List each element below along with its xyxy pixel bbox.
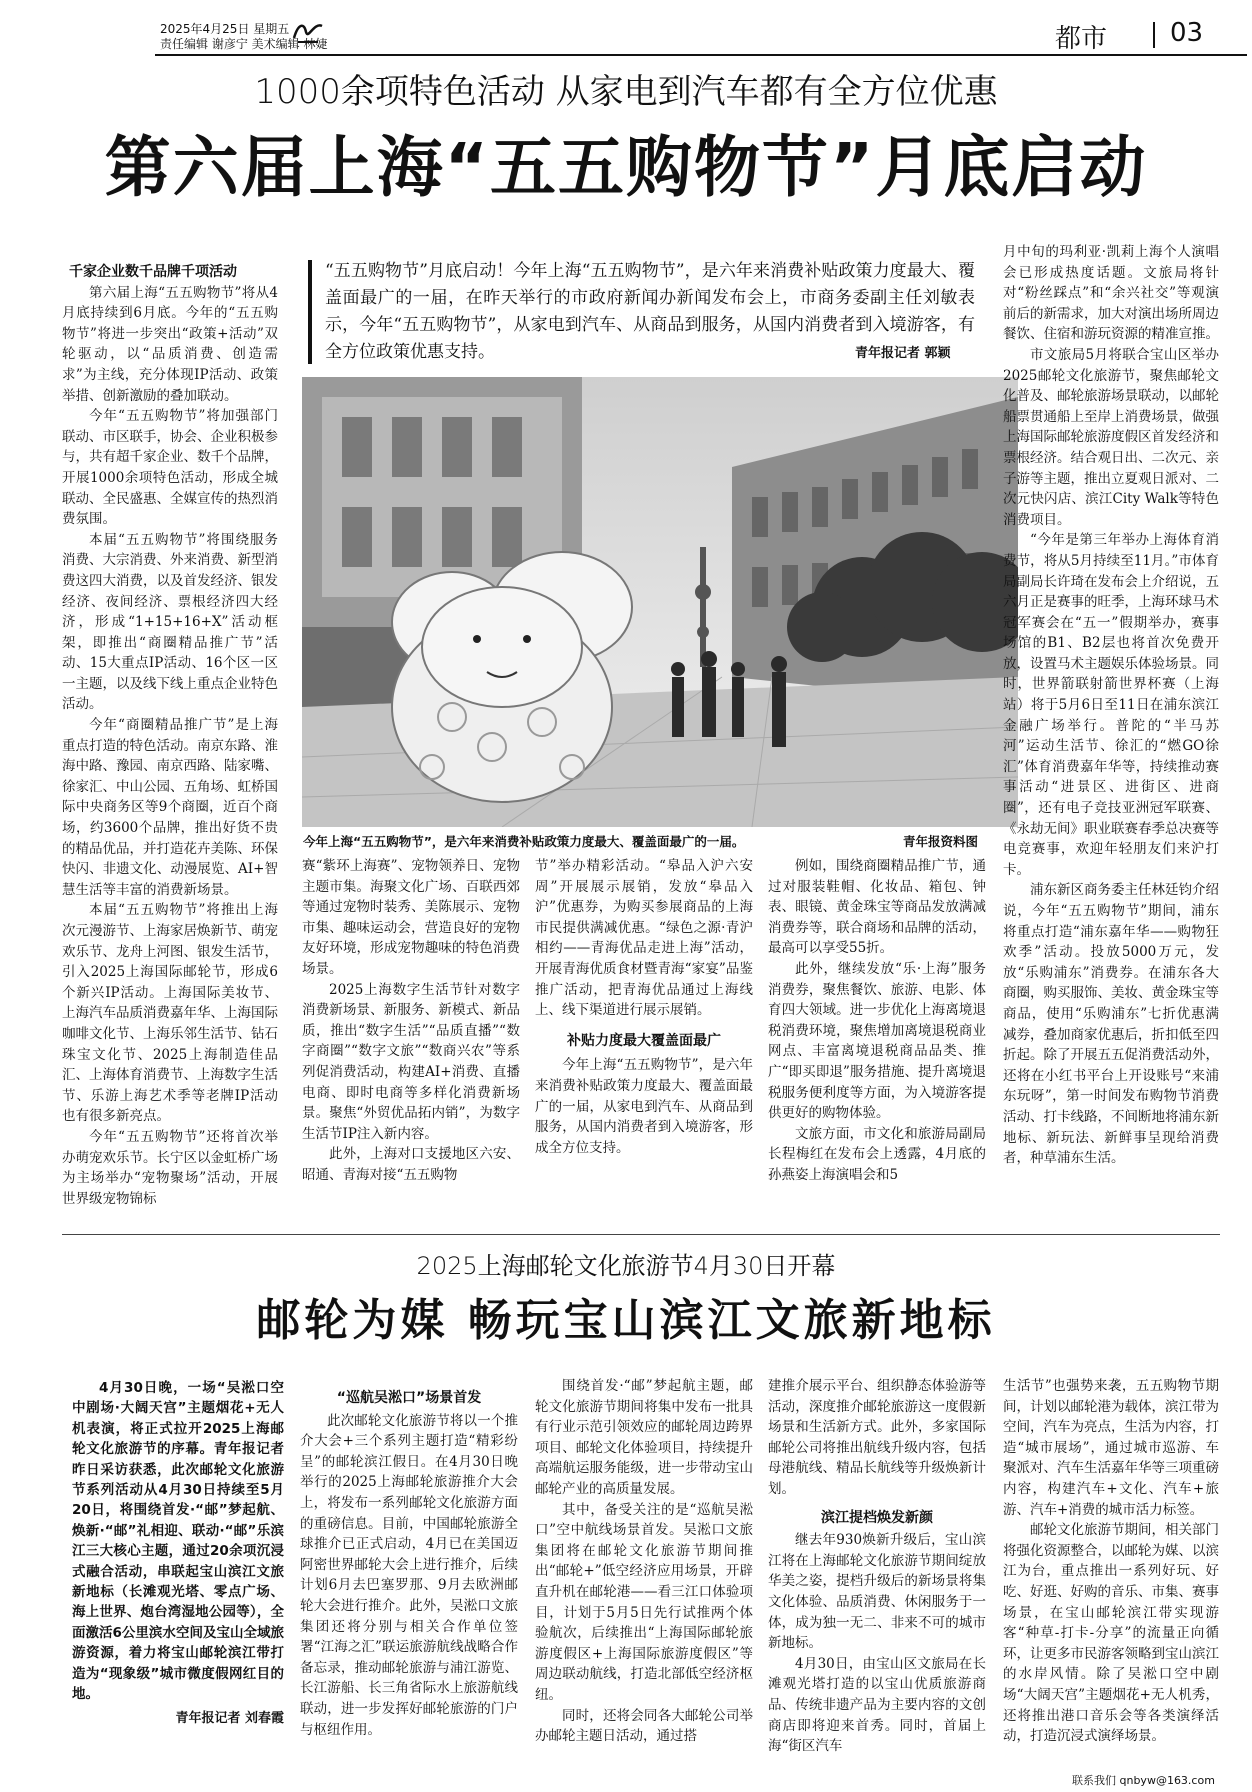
story2-column-2	[300, 1388, 518, 1740]
story1-lead: “五五购物节”月底启动！今年上海“五五购物节”，是六年来消费补贴政策力度最大、覆盖面最广的一届，在昨天举行的市政府新闻办新闻发布会上，市商务委副主任刘敏表示，今年“五五购物节”，从家电到汽车、从商品到服务，从国内消费者到入境游客，有全方位政策优惠支持。	[325, 261, 975, 362]
paragraph: 继去年930焕新升级后，宝山滨江将在上海邮轮文化旅游节期间绽放华美之姿，提档升级后的新场景将集文化体验、品质消费、休闲服务于一体，成为独一无二、非来不可的城市新地标。	[768, 1532, 986, 1652]
issue-date: 2025年4月25日 星期五	[160, 22, 290, 36]
story2-column-5	[1003, 1376, 1219, 1747]
story1-column-2	[302, 856, 520, 1186]
footer-contact: 联系我们 qnbyw@163.com	[1072, 1774, 1215, 1787]
paragraph: 例如，围绕商圈精品推广节，通过对服装鞋帽、化妆品、箱包、钟表、眼镜、黄金珠宝等商品发放满减消费券等，联合商场和品牌的活动，最高可以享受55折。	[768, 858, 986, 957]
paragraph: 本届“五五购物节”将推出上海次元漫游节、上海家居焕新节、萌宠欢乐节、龙舟上河图、银发生活节，引入2025上海国际邮轮节，形成6个新兴IP活动。上海国际美妆节、上海汽车品质消费嘉年华、上海国际咖啡文化节、上海乐邻生活节、钻石珠宝文化节、2025上海制造佳品汇、上海体育消费节、上海数字生活节、乐游上海艺术季等老牌IP活动也有很多新亮点。	[62, 902, 278, 1125]
story1-column-4	[768, 856, 986, 1186]
paragraph: 今年“五五购物节”将加强部门联动、市区联手，协会、企业积极参与，共有超千家企业、数千个品牌，开展1000余项特色活动，形成全城联动、全民盛惠、全媒宣传的热烈消费氛围。	[62, 408, 278, 528]
paragraph: 文旅方面，市文化和旅游局副局长程梅红在发布会上透露，4月底的孙燕姿上海演唱会和5	[768, 1125, 986, 1183]
story2-col4-heading: 滨江提档焕发新颜	[821, 1509, 933, 1526]
story1-column-1	[62, 262, 278, 1209]
section-name: 都市	[1055, 24, 1108, 54]
story2-column-3	[535, 1376, 753, 1747]
paragraph: 2025上海数字生活节针对数字消费新场景、新服务、新模式、新品质，推出“数字生活”“品质直播”“数字商圈”“数字文旅”“数商兴农”等系列促消费活动，构建AI+消费、直播电商、即时电商等多样化消费新场景。聚焦“外贸优品拓内销”，为数字生活节IP注入新内容。	[302, 981, 520, 1142]
paragraph: 邮轮文化旅游节期间，相关部门将强化资源整合，以邮轮为媒、以滨江为台，重点推出一系列好玩、好吃、好逛、好购的音乐、市集、赛事场景，在宝山邮轮滨江带实现游客“种草-打卡-分享”的流量正向循环，让更多市民游客领略到宝山滨江的水岸风情。除了吴淞口空中剧场“大阔天宫”主题烟花+无人机秀，还将推出港口音乐会等各类演绎活动，打造沉浸式演绎场景。	[1003, 1522, 1219, 1745]
paragraph: 生活节”也强势来袭，五五购物节期间，计划以邮轮港为载体，滨江带为空间，汽车为亮点，生活为内容，打造“城市展场”，通过城市巡游、车聚派对、汽车生活嘉年华等三项重磅内容，构建汽车+文化、汽车+旅游、汽车+消费的城市活力标签。	[1003, 1378, 1219, 1518]
story2-intro	[72, 1378, 284, 1729]
paragraph: 建推介展示平台、组织静态体验游等活动，深度推介邮轮旅游这一度假新场景和生活新方式。此外，多家国际邮轮公司将推出航线升级内容，包括母港航线、精品长航线等升级焕新计划。	[768, 1378, 986, 1497]
story1-column-5	[1003, 242, 1219, 1169]
story2-headline: 邮轮为媒 畅玩宝山滨江文旅新地标	[256, 1295, 996, 1346]
paragraph: 第六届上海“五五购物节”将从4月底持续到6月底。今年的“五五购物节”将进一步突出“政策+活动”双轮驱动，以“品质消费、创造需求”为主线，充分体现IP活动、政策举措、创新激励的叠加联动。	[62, 284, 278, 404]
paragraph: 赛“紫环上海赛”、宠物领养日、宠物主题市集。海聚文化广场、百联西郊等通过宠物时装秀、美陈展示、宠物市集、趣味运动会，营造良好的宠物友好环境，形成宠物趣味的特色消费场景。	[302, 858, 520, 977]
story2-col2-heading: “巡航吴淞口”场景首发	[336, 1390, 482, 1406]
paragraph: 4月30日晚，一场“吴淞口空中剧场·大阔天宫”主题烟花+无人机表演，将正式拉开2025上海邮轮文化旅游节的序幕。青年报记者昨日采访获悉，此次邮轮文化旅游节系列活动从4月30日持续至5月20日，将围绕首发·“邮”梦起航、焕新·“邮”礼相迎、联动·“邮”乐滨江三大核心主题，通过20余项沉浸式融合活动，串联起宝山滨江文旅新地标（长滩观光塔、零点广场、海上世界、炮台湾湿地公园等），全面激活6公里滨水空间及宝山全域旅游资源，着力将宝山邮轮滨江带打造为“现象级”城市微度假网红目的地。	[72, 1380, 284, 1703]
paragraph: 此次邮轮文化旅游节将以一个推介大会+三个系列主题打造“精彩纷呈”的邮轮滨江假日。在4月30日晚举行的2025上海邮轮旅游推介大会上，将发布一系列邮轮文化旅游方面的重磅信息。目前，中国邮轮旅游全球推介已正式启动，4月已在美国迈阿密世界邮轮大会上进行推介，后续计划6月去巴塞罗那、9月去欧洲邮轮大会进行推介。此外，吴淞口文旅集团还将分别与相关合作单位签署“江海之汇”联运旅游航线战略合作备忘录，推动邮轮旅游与浦江游览、长江游船、长三角省际水上旅游航线联动，进一步发挥好邮轮旅游的门户与枢纽作用。	[300, 1412, 518, 1738]
story2-column-4	[768, 1376, 986, 1757]
shopping-street-photo	[302, 377, 1018, 827]
photo-credit: 青年报资料图	[903, 834, 979, 849]
story1-lead-byline: 青年报记者 郭颖	[855, 346, 951, 361]
paragraph: 月中旬的玛利亚·凯莉上海个人演唱会已形成热度话题。文旅局将针对“粉丝踩点”和“余兴社交”等观演前后的新需求，加大对演出场所周边餐饮、住宿和游玩资源的精准宣推。	[1003, 244, 1219, 343]
story2-subhead: 2025上海邮轮文化旅游节4月30日开幕	[416, 1252, 836, 1280]
story1-subhead: 1000余项特色活动 从家电到汽车都有全方位优惠	[254, 72, 998, 112]
paragraph: 市文旅局5月将联合宝山区举办2025邮轮文化旅游节，聚焦邮轮文化普及、邮轮旅游场景联动，以邮轮船票贯通船上至岸上消费场景，做强上海国际邮轮旅游度假区首发经济和票根经济。结合观日出、二次元、亲子游等主题，推出立夏观日派对、二次元快闪店、滨江City Walk等特色消费项目。	[1003, 346, 1219, 528]
editor-credits: 责任编辑 谢彦宁 美术编辑 林婕	[160, 37, 328, 51]
header-rule	[155, 54, 1247, 56]
paragraph: “今年是第三年举办上海体育消费节，将从5月持续至11月。”市体育局副局长许琦在发布会上介绍说，五六月正是赛事的旺季，上海环球马术冠军赛会在“五一”假期举办，赛事场馆的B1、B2层也将首次免费开放，设置马术主题娱乐体验场景。同时，世界箭联射箭世界杯赛（上海站）将于5月6日至11日在浦东滨江金融广场举行。普陀的“半马苏河”运动生活节、徐汇的“燃GO徐汇”体育消费嘉年华等，持续推动赛事活动“进景区、进街区、进商圈”，还有电子竞技亚洲冠军联赛、《永劫无间》职业联赛春季总决赛等电竞赛事，欢迎年轻朋友们来沪打卡。	[1003, 532, 1219, 878]
paragraph: 同时，还将会同各大邮轮公司举办邮轮主题日活动，通过搭	[535, 1707, 753, 1745]
paragraph: 今年上海“五五购物节”，是六年来消费补贴政策力度最大、覆盖面最广的一届，从家电到汽车、从商品到服务，从国内消费者到入境游客，形成全方位支持。	[535, 1057, 753, 1156]
street-scene-image	[302, 377, 1018, 827]
story1-column-3	[535, 856, 753, 1158]
story1-col3-heading: 补贴力度最大覆盖面最广	[567, 1032, 721, 1049]
paragraph: 此外，上海对口支援地区六安、昭通、青海对接“五五购物	[302, 1146, 520, 1183]
paragraph: 本届“五五购物节”将围绕服务消费、大宗消费、外来消费、新型消费这四大消费，以及首发经济、银发经济、夜间经济、票根经济四大经济，形成“1+15+16+X”活动框架，即推出“商圈精品推广节”活动、15大重点IP活动、16个区一区一主题，以及线下线上重点企业特色活动。	[62, 531, 278, 713]
story-separator	[62, 1234, 1220, 1235]
paragraph: 浦东新区商务委主任林廷钧介绍说，今年“五五购物节”期间，浦东将重点打造“浦东嘉年华——购物狂欢季”活动。投放5000万元，发放“乐购浦东”消费券。在浦东各大商圈，购买服饰、美妆、黄金珠宝等商品，使用“乐购浦东”七折优惠满减券，叠加商家优惠后，折扣低至四折起。除了开展五五促消费活动外，还将在小红书平台上开设账号“来浦东玩呀”，第一时间发布购物节消费活动、打卡线路，不间断地将浦东新地标、新玩法、新鲜事呈现给消费者，种草浦东生活。	[1003, 882, 1219, 1167]
lead-bar	[308, 260, 312, 364]
paragraph: 今年“五五购物节”还将首次举办萌宠欢乐节。长宁区以金虹桥广场为主场举办“宠物聚场”活动，开展世界级宠物锦标	[62, 1128, 278, 1207]
story2-byline: 青年报记者 刘春霞	[175, 1710, 284, 1726]
story1-col1-heading: 千家企业数千品牌千项活动	[69, 264, 237, 280]
paragraph: 今年“商圈精品推广节”是上海重点打造的特色活动。南京东路、淮海中路、豫园、南京西路、陆家嘴、徐家汇、中山公园、五角场、虹桥国际中央商务区等9个商圈，近百个商场，约3600个品牌，推出好货不贵的精品优品，并打造花卉美陈、环保快闪、非遗文化、动漫展览、AI+智慧生活等丰富的消费新场景。	[62, 717, 278, 898]
paragraph: 围绕首发·“邮”梦起航主题，邮轮文化旅游节期间将集中发布一批具有行业示范引领效应的邮轮周边跨界项目、邮轮文化体验项目，持续提升高端航运服务能级，进一步带动宝山邮轮产业的高质量发展。	[535, 1378, 753, 1497]
newspaper-logo-icon	[290, 18, 326, 46]
photo-caption: 今年上海“五五购物节”，是六年来消费补贴政策力度最大、覆盖面最广的一届。	[303, 834, 745, 849]
paragraph: 此外，继续发放“乐·上海”服务消费券，聚焦餐饮、旅游、电影、体育四大领域。进一步优化上海离境退税消费环境，聚焦增加离境退税商业网点、丰富离境退税商品品类、推广“即买即退”服务措施、提升离境退税服务便利度等方面，为入境游客提供更好的购物体验。	[768, 960, 986, 1122]
paragraph: 4月30日，由宝山区文旅局在长滩观光塔打造的以宝山优质旅游商品、传统非遗产品为主要内容的文创商店即将迎来首秀。同时，首届上海“街区汽车	[768, 1655, 986, 1755]
story1-headline: 第六届上海“五五购物节”月底启动	[104, 129, 1148, 206]
paragraph: 其中，备受关注的是“巡航吴淞口”空中航线场景首发。吴淞口文旅集团将在邮轮文化旅游节期间推出“邮轮+”低空经济应用场景，开辟直升机在邮轮港——看三江口体验项目，计划于5月5日先行试推两个体验航次，后续推出“上海国际邮轮旅游度假区+上海国际旅游度假区”等周边联动航线，打造北部低空经济枢纽。	[535, 1501, 753, 1703]
section-divider	[1153, 22, 1155, 48]
page-number: 03	[1170, 18, 1204, 48]
paragraph: 节”举办精彩活动。“皋品入沪六安周”开展展示展销，发放“皋品入沪”优惠券，为购买参展商品的上海市民提供满减优惠。“绿色之源·青沪相约——青海优品走进上海”活动，开展青海优质食材暨青海“家宴”品鉴推广活动，把青海优品通过上海线上、线下渠道进行展示展销。	[535, 858, 753, 1019]
